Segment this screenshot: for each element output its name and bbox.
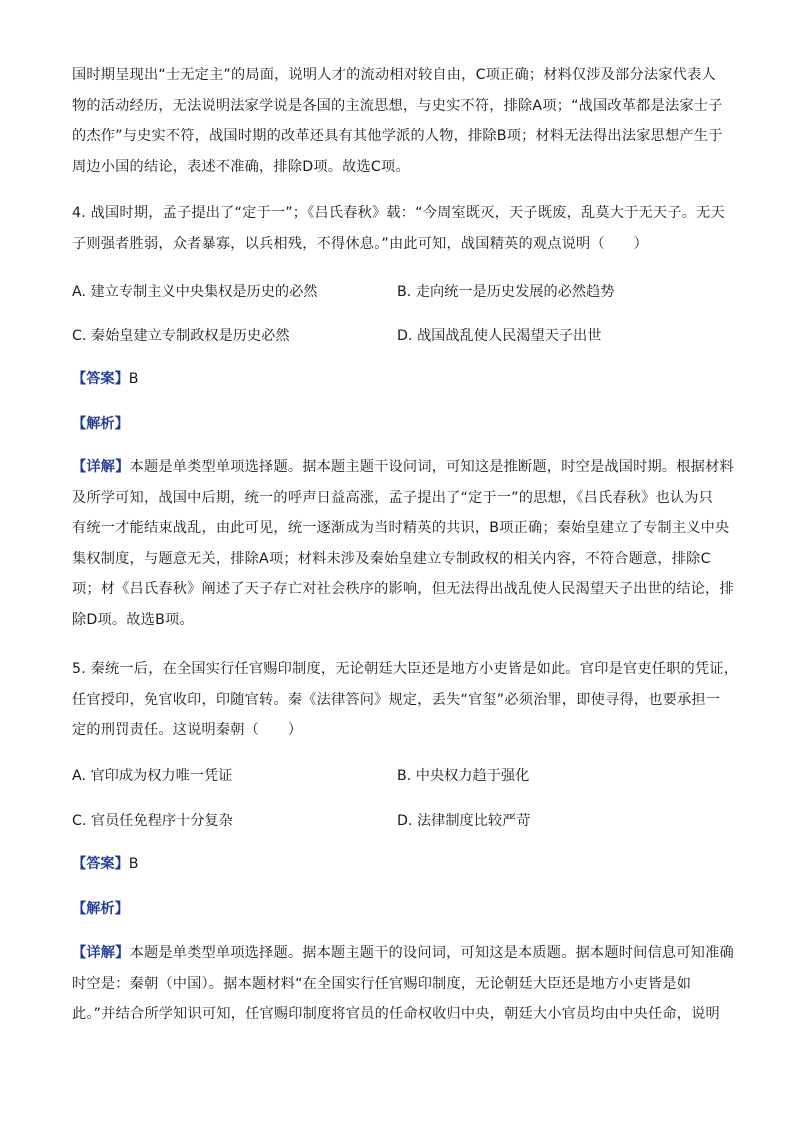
text-line: 5. 秦统一后，在全国实行任官赐印制度，无论朝廷大臣还是地方小吏皆是如此。官印是官吏任职的凭证， (72, 661, 739, 677)
answer-label: 【答案】 (72, 856, 129, 872)
text-line: 除D项。故选B项。 (72, 611, 194, 628)
answer-value: B (128, 371, 139, 387)
analysis-label: 【解析】 (72, 416, 129, 432)
detail-text: 本题是单类型单项选择题。据本题主题干设问词，可知这是推断题，时空是战国时期。根据材料 (129, 459, 734, 475)
question-4-answer (72, 368, 722, 390)
analysis-label: 【解析】 (72, 901, 129, 917)
question-4-options-row-2 (72, 325, 722, 347)
text-line: 物的活动经历，无法说明法家学说是各国的主流思想，与史实不符，排除A项；“战国改革都是法家士子 (72, 97, 723, 114)
question-5-stem (72, 654, 739, 746)
answer-value: B (128, 856, 139, 872)
text-line: 的杰作”与史实不符，战国时期的改革还具有其他学派的人物，排除B项；材料无法得出法家思想产生于 (72, 128, 723, 144)
option-b: B. 中央权力趋于强化 (397, 768, 530, 784)
option-a: A. 建立专制主义中央集权是历史的必然 (72, 284, 318, 300)
previous-answer-continuation (72, 60, 722, 182)
option-a: A. 官印成为权力唯一凭证 (72, 768, 233, 784)
option-d: D. 战国战乱使人民渴望天子出世 (397, 328, 602, 344)
text-line: 任官授印，免官收印，印随官转。秦《法律答问》规定，丢失“官玺”必须治罪，即使寻得，也要承担一 (72, 691, 721, 708)
question-5-answer (72, 853, 722, 875)
text-line: 及所学可知，战国中后期，统一的呼声日益高涨，孟子提出了“定于一”的思想，《吕氏春秋》也认为只 (72, 489, 714, 506)
text-line: 子则强者胜弱，众者暴寡，以兵相残，不得休息。”由此可知，战国精英的观点说明（ ） (72, 235, 648, 252)
text-line: 周边小国的结论，表述不准确，排除D项。故选C项。 (72, 158, 410, 175)
question-4-analysis-heading (72, 413, 722, 435)
option-b: B. 走向统一是历史发展的必然趋势 (397, 284, 615, 300)
option-c: C. 秦始皇建立专制政权是历史必然 (72, 328, 290, 344)
option-c: C. 官员任免程序十分复杂 (72, 813, 233, 829)
text-line: 定的刑罚责任。这说明秦朝（ ） (72, 722, 303, 738)
text-line: 时空是：秦朝（中国）。据本题材料“在全国实行任官赐印制度，无论朝廷大臣还是地方小吏皆是如 (72, 975, 692, 992)
question-4-detail (72, 452, 734, 635)
text-line: 项；材《吕氏春秋》阐述了天子存亡对社会秩序的影响，但无法得出战乱使人民渴望天子出世的结论，排 (72, 581, 734, 597)
text-line: 国时期呈现出“士无定主”的局面，说明人才的流动相对较自由，C项正确；材料仅涉及部分法家代表人 (72, 67, 716, 83)
text-line (72, 452, 734, 483)
text-line: 有统一才能结束战乱，由此可见，统一逐渐成为当时精英的共识，B项正确；秦始皇建立了专制主义中央 (72, 520, 730, 536)
question-4-stem (72, 198, 725, 259)
option-d: D. 法律制度比较严苛 (397, 813, 531, 829)
question-5-detail (72, 938, 734, 1030)
text-line: 集权制度，与题意无关，排除A项；材料未涉及秦始皇建立专制政权的相关内容，不符合题意，排除C (72, 550, 711, 567)
detail-label: 【详解】 (72, 459, 130, 475)
answer-label: 【答案】 (72, 371, 129, 387)
question-5-options-row-1 (72, 765, 722, 787)
question-4-options-row-1 (72, 281, 722, 303)
detail-label: 【详解】 (72, 945, 130, 961)
text-line: 此。”并结合所学知识可知，任官赐印制度将官员的任命权收归中央，朝廷大小官员均由中央任命，说明 (72, 1006, 720, 1022)
detail-text: 本题是单类型单项选择题。据本题主题干的设问词，可知这是本质题。据本题时间信息可知准确 (129, 945, 734, 961)
text-line (72, 938, 734, 969)
text-line: 4. 战国时期，孟子提出了“定于一”；《吕氏春秋》载：“今周室既灭，天子既废，乱莫大于无天子。无天 (72, 205, 725, 221)
question-5-options-row-2 (72, 810, 722, 832)
question-5-analysis-heading (72, 898, 722, 920)
